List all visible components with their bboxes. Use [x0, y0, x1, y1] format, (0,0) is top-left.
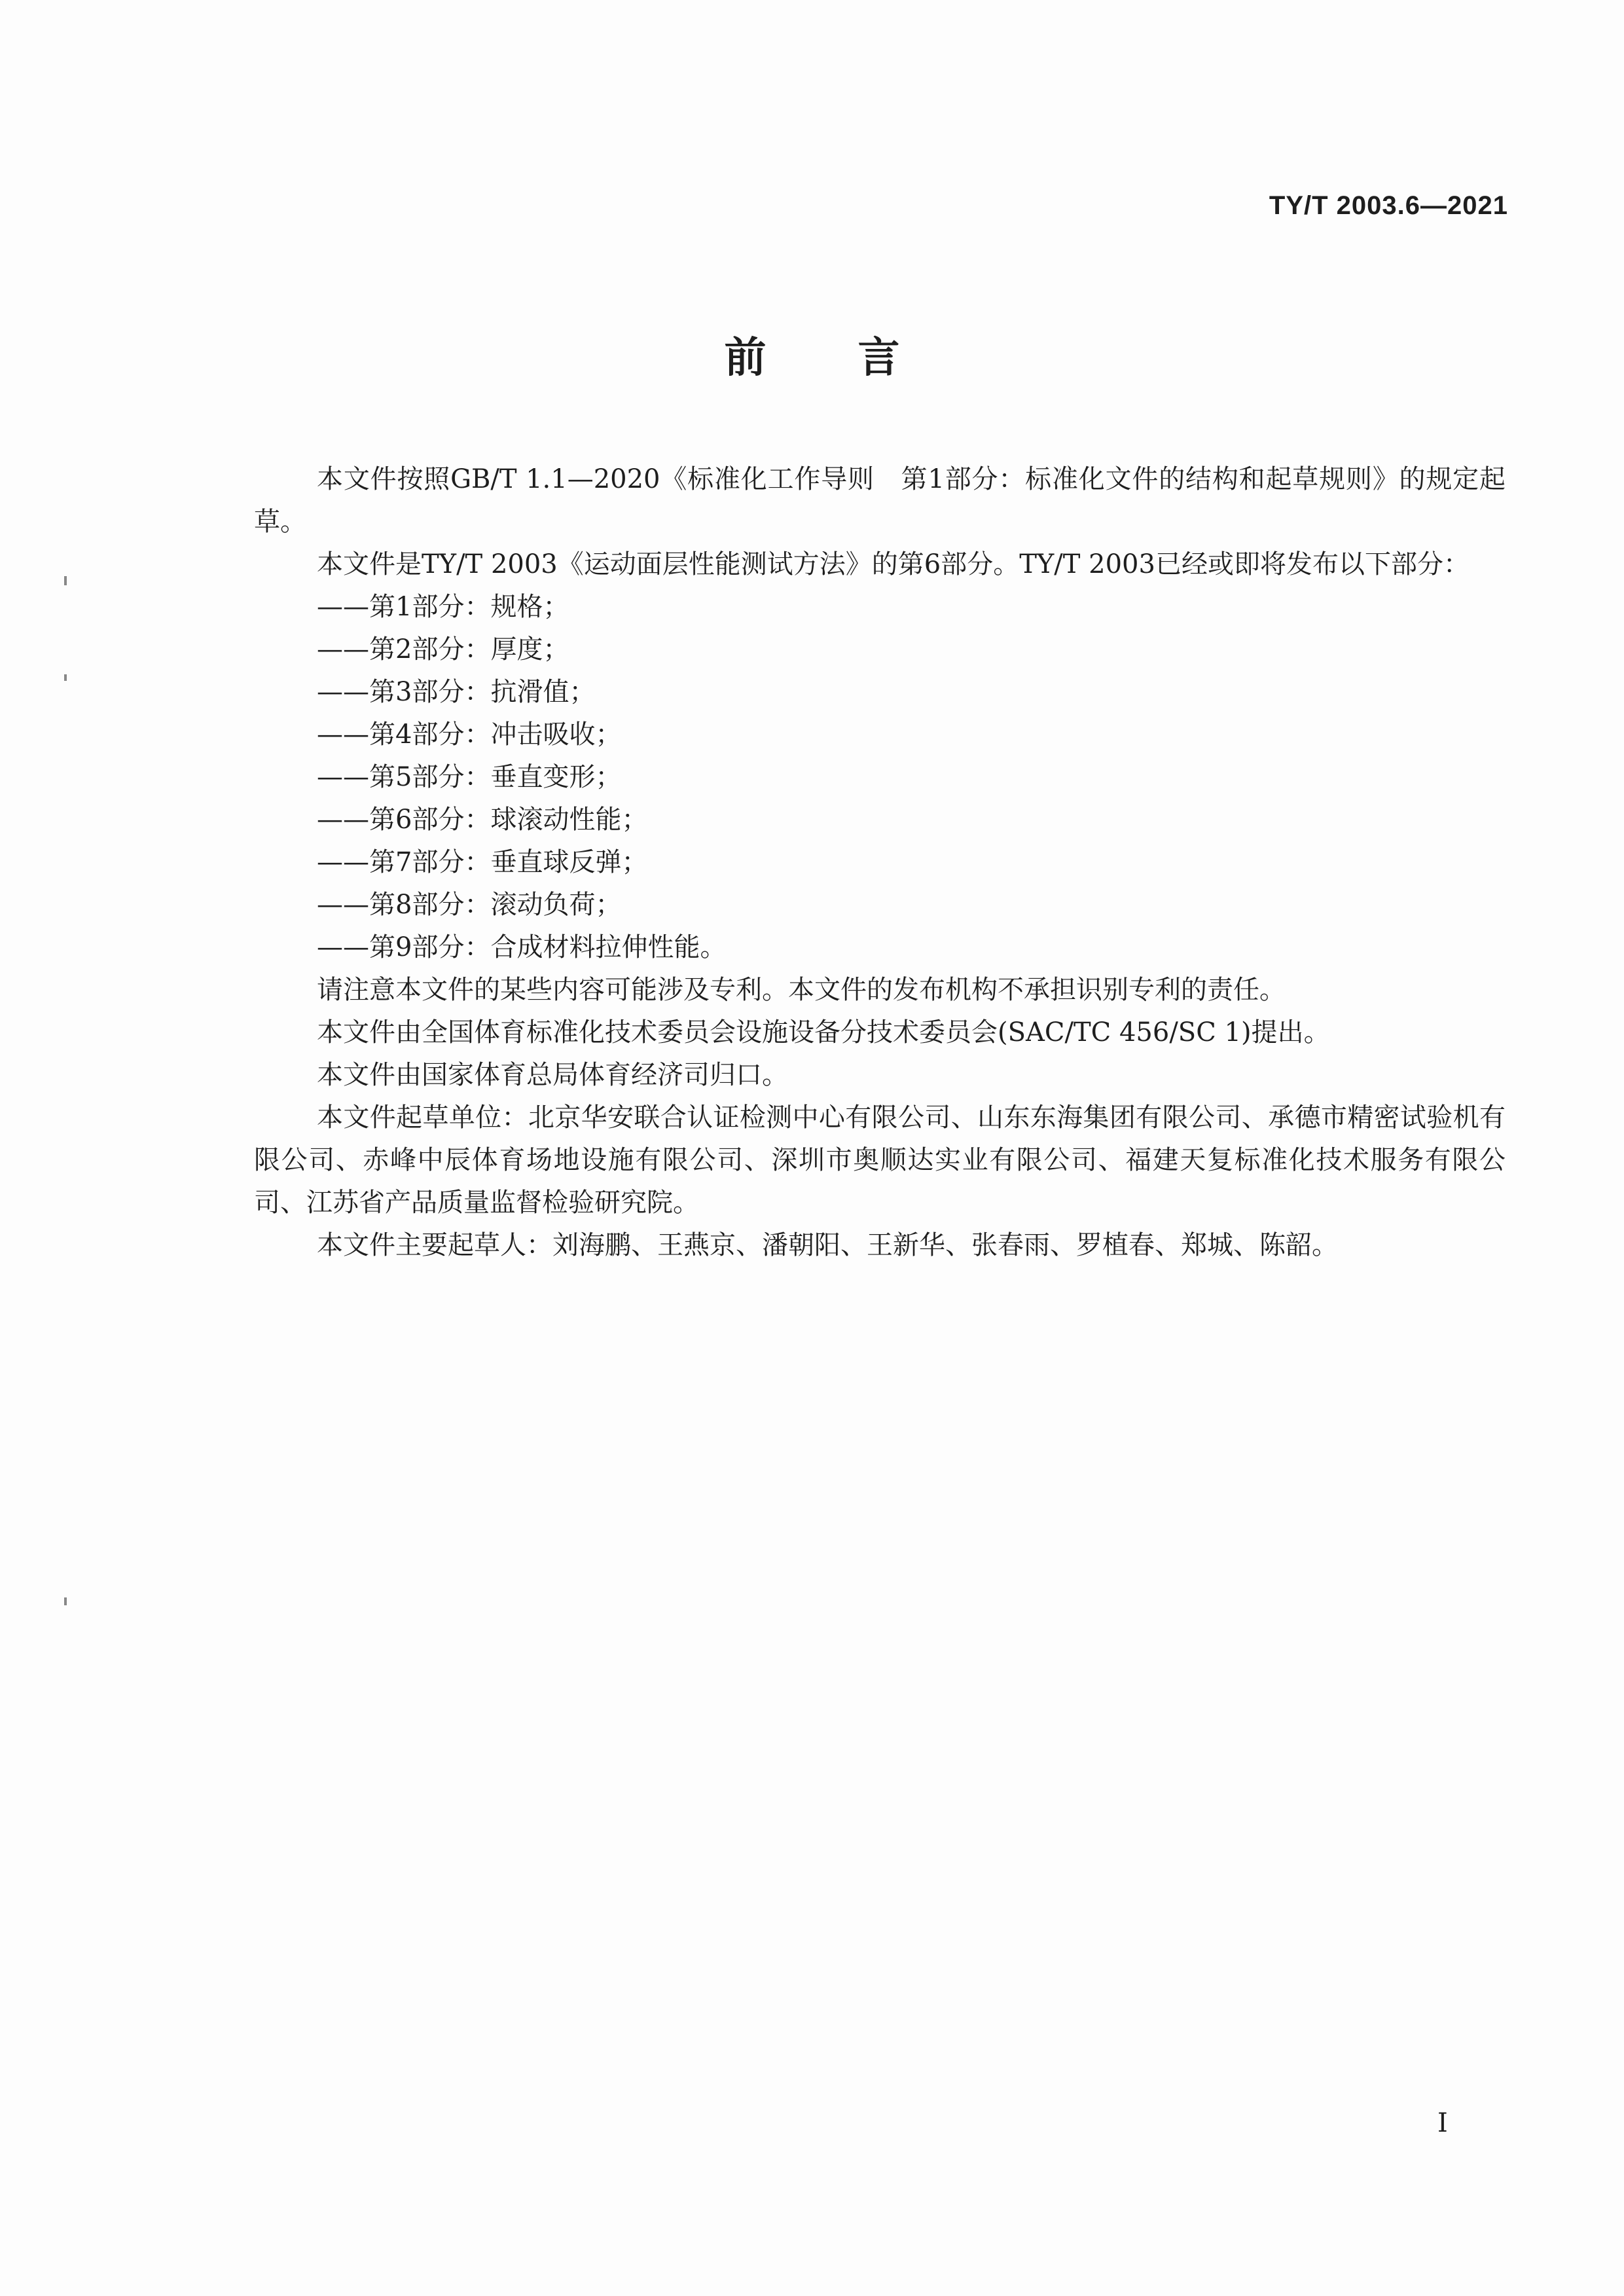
scan-mark: [64, 674, 67, 681]
part-list-item: ——第1部分：规格；: [317, 592, 569, 622]
part-list-item: ——第3部分：抗滑值；: [317, 677, 596, 707]
paragraph-series-intro: 本文件是TY/T 2003《运动面层性能测试方法》的第6部分。TY/T 2003已经或即将发布以下部分：: [317, 549, 1470, 579]
scan-mark: [64, 576, 67, 585]
part-list-item: ——第8部分：滚动负荷；: [317, 890, 622, 920]
page-title: 前言: [724, 334, 992, 382]
part-list-item: ——第4部分：冲击吸收；: [317, 720, 622, 750]
part-list-item: ——第7部分：垂直球反弹；: [317, 847, 648, 877]
part-list-item: ——第5部分：垂直变形；: [317, 762, 622, 792]
part-list-item: ——第6部分：球滚动性能；: [317, 805, 648, 835]
paragraph-drafters: 本文件主要起草人：刘海鹏、王燕京、潘朝阳、王新华、张春雨、罗植春、郑城、陈韶。: [317, 1230, 1338, 1260]
paragraph-drafting-rule: 本文件按照GB/T 1.1—2020《标准化工作导则 第1部分：标准化文件的结构和起草规则》的规定起草。: [254, 464, 1506, 537]
page-number: I: [1437, 2108, 1448, 2138]
paragraph-managed-by: 本文件由国家体育总局体育经济司归口。: [317, 1060, 788, 1090]
part-list-item: ——第2部分：厚度；: [317, 634, 569, 665]
part-list-item: ——第9部分：合成材料拉伸性能。: [317, 932, 727, 962]
document-code: TY/T 2003.6—2021: [1269, 191, 1508, 220]
document-body: [254, 458, 1506, 1267]
paragraph-drafting-units: 本文件起草单位：北京华安联合认证检测中心有限公司、山东东海集团有限公司、承德市精密试验机有限公司、赤峰中辰体育场地设施有限公司、深圳市奥顺达实业有限公司、福建天复标准化技术服务有限公司、江苏省产品质量监督检验研究院。: [254, 1102, 1506, 1218]
paragraph-proposed-by: 本文件由全国体育标准化技术委员会设施设备分技术委员会(SAC/TC 456/SC 1)提出。: [317, 1017, 1330, 1048]
scan-mark: [64, 1597, 67, 1605]
paragraph-patent-notice: 请注意本文件的某些内容可能涉及专利。本文件的发布机构不承担识别专利的责任。: [317, 975, 1286, 1005]
